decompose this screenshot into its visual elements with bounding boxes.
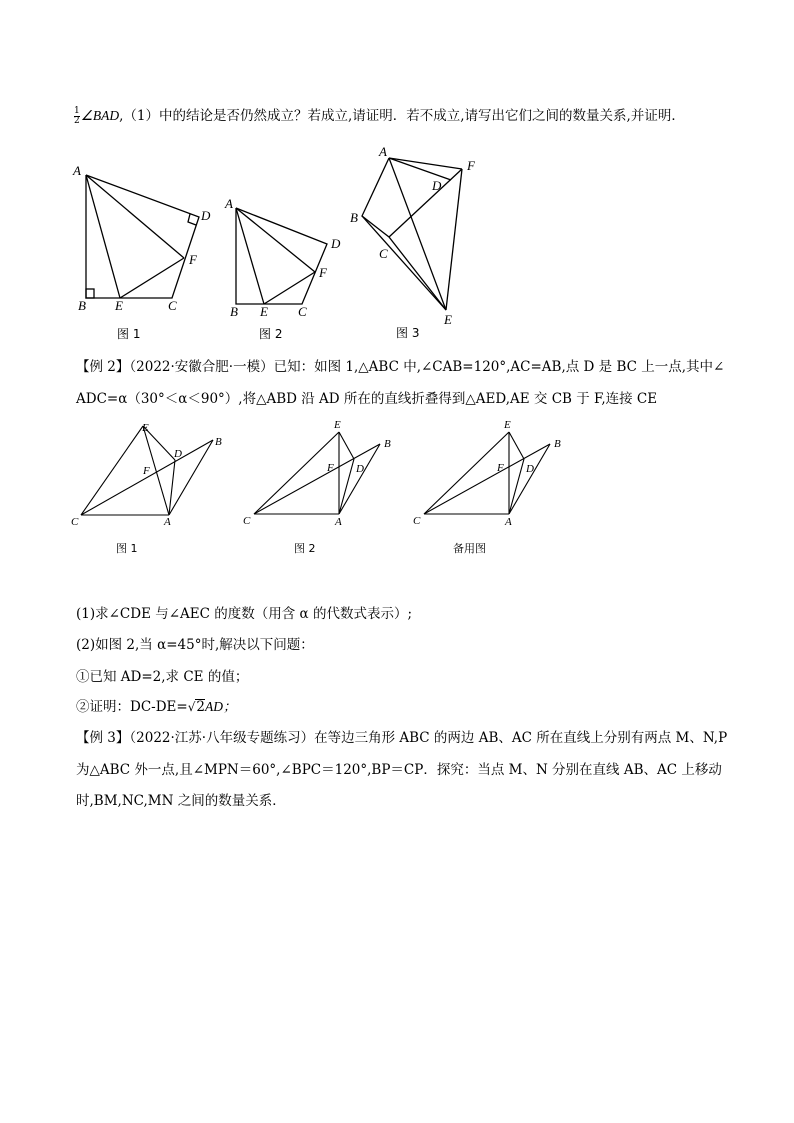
example2-text1: 已知：如图 1,△ABC 中,∠CAB=120°,AC=AB,点 D 是 BC 上一点,其中∠ (273, 359, 725, 375)
example2-tag: 【例 2】 (76, 359, 130, 375)
ex2-fig1-label-b: B (215, 436, 222, 448)
ex2-fig2-label-c: C (243, 515, 251, 527)
example3-line3: 时,BM,NC,MN 之间的数量关系． (76, 793, 286, 809)
ex2-fig1-label-d: D (174, 448, 182, 460)
ex2-fig2-label-f: F (327, 462, 334, 474)
fig3-label-e: E (444, 312, 452, 327)
example2-line1 (76, 357, 724, 377)
ex2-fig3-label-a: A (505, 516, 512, 528)
ex2-fig3-label-c: C (413, 515, 421, 527)
ex2-fig3-label-f: F (497, 462, 504, 474)
example2-line2 (76, 389, 657, 409)
fig2-label-b: B (230, 304, 238, 319)
ex2-fig1-label-a: A (164, 516, 171, 528)
ex2-fig1-label-f: F (143, 465, 150, 477)
fig1-label-c: C (168, 298, 177, 313)
ex2-fig3-label-b: B (554, 438, 561, 450)
fig3-caption: 图 3 (396, 326, 420, 340)
question-2-sub2 (76, 697, 236, 717)
fraction-denominator: 2 (74, 116, 80, 126)
ex2-fig2-label-e: E (334, 419, 341, 431)
fig3-label-a: A (379, 144, 387, 159)
example3-line2: 为△ABC 外一点,且∠MPN＝60°,∠BPC＝120°,BP＝CP．探究：当点 M、N 分别在直线 AB、AC 上移动 (76, 762, 722, 778)
fig3-label-b: B (350, 210, 358, 225)
fig1-label-a: A (73, 163, 81, 178)
example3-text1: （2022·江苏·八年级专题练习）在等边三角形 ABC 的两边 AB、AC 所在直线上分别有两点 M、N,P (129, 730, 728, 746)
fraction-numerator: 1 (74, 106, 80, 116)
ex2-fig2-label-b: B (384, 438, 391, 450)
fig3-label-c: C (379, 246, 388, 261)
ex2-fig2-caption: 图 2 (294, 542, 316, 555)
fig2-label-f: F (319, 265, 327, 280)
fig1-caption: 图 1 (117, 327, 141, 341)
ex2-fig2-label-a: A (335, 516, 342, 528)
example2-source: （2022·安徽合肥·一模） (129, 359, 274, 375)
sqrt-radicand: 2 (196, 699, 205, 715)
example3-line1 (76, 728, 727, 748)
ex2-fig1-label-e: E (142, 422, 149, 434)
ex2-fig3-label-e: E (504, 419, 511, 431)
fig3-label-d: D (432, 178, 442, 193)
ex2-fig3-caption: 备用图 (453, 542, 486, 555)
example3-tag: 【例 3】 (76, 730, 130, 746)
fig3-label-f: F (467, 158, 475, 173)
question-1: (1)求∠CDE 与∠AEC 的度数（用含 α 的代数式表示）; (76, 606, 413, 622)
ex2-fig3-label-d: D (526, 463, 534, 475)
sqrt-icon: √ (187, 700, 196, 714)
fig2-label-a: A (225, 196, 233, 211)
intro-text: ,（1）中的结论是否仍然成立？若成立,请证明．若不成立,请写出它们之间的数量关系,并证明． (119, 108, 685, 124)
q4-suffix: AD； (204, 699, 237, 714)
fig2-label-e: E (260, 304, 268, 319)
q4-prefix: ②证明：DC-DE= (76, 699, 188, 715)
ex2-fig2-label-d: D (356, 463, 364, 475)
fig1-label-d: D (201, 208, 211, 223)
fig1-label-e: E (115, 298, 123, 313)
fig1-label-b: B (78, 298, 86, 313)
example2-text2: ADC=α（30°＜α＜90°）,将△ABD 沿 AD 所在的直线折叠得到△AED,AE 交 CB 于 F,连接 CE (76, 391, 658, 407)
fig1-label-f: F (189, 252, 197, 267)
angle-bad: ∠BAD (80, 108, 120, 123)
fig2-caption: 图 2 (259, 327, 283, 341)
ex2-fig1-caption: 图 1 (116, 542, 138, 555)
question-2: (2)如图 2,当 α=45°时,解决以下问题： (76, 637, 314, 653)
fig2-label-c: C (298, 304, 307, 319)
ex2-fig1-label-c: C (71, 516, 79, 528)
fig2-label-d: D (331, 236, 341, 251)
question-2-sub1: ①已知 AD=2,求 CE 的值； (76, 669, 249, 685)
